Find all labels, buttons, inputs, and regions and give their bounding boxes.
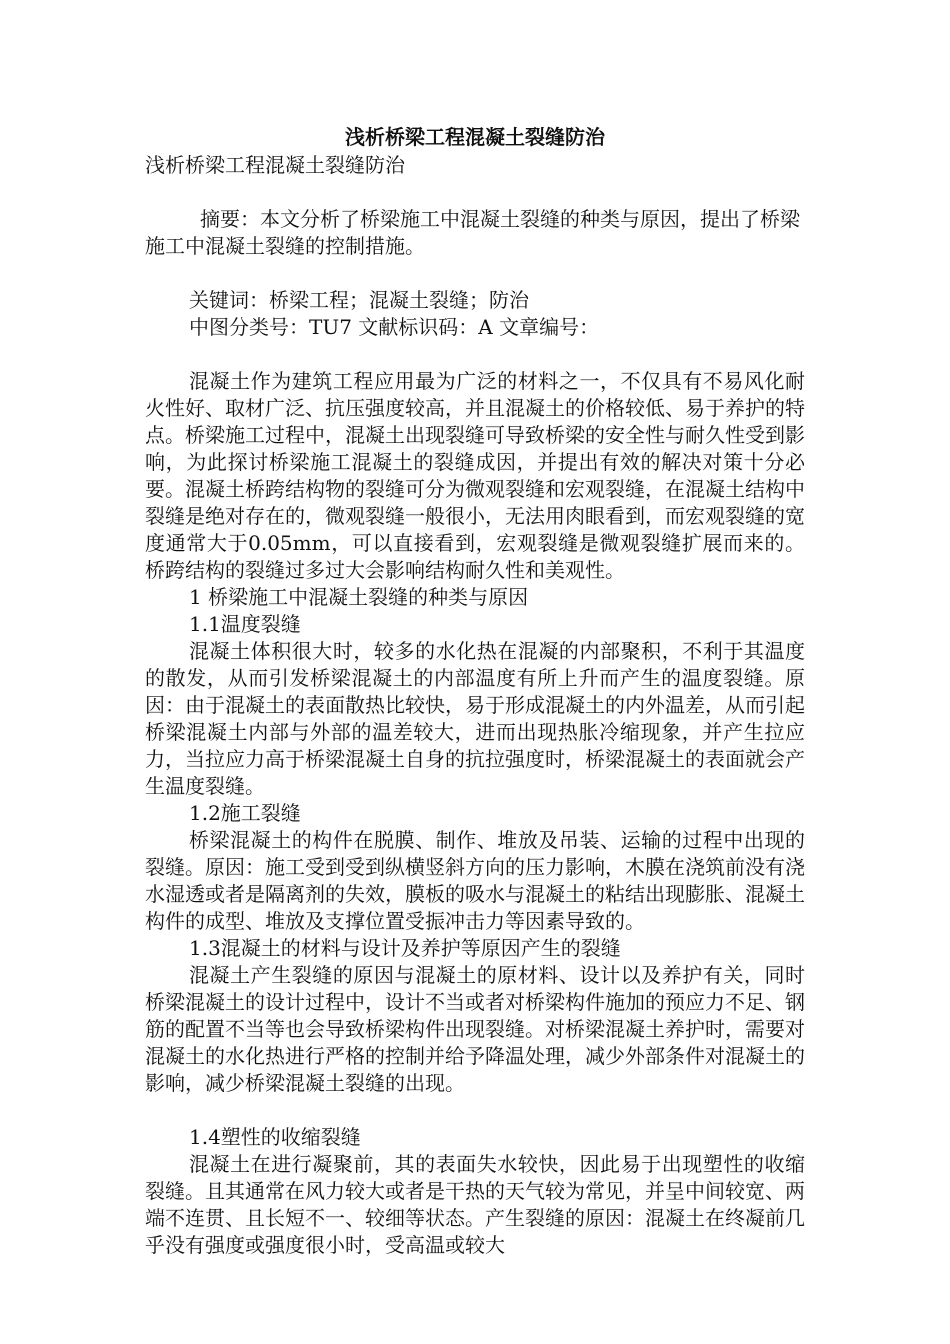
subsection-heading: 1.3混凝土的材料与设计及养护等原因产生的裂缝 — [189, 936, 621, 960]
document-page — [145, 122, 805, 1259]
classification-line: 中图分类号：TU7 文献标识码：A 文章编号： — [189, 315, 600, 339]
document-subtitle: 浅析桥梁工程混凝土裂缝防治 — [145, 153, 405, 177]
section-heading: 1 桥梁施工中混凝土裂缝的种类与原因 — [189, 585, 529, 609]
spacer — [145, 260, 805, 287]
spacer — [145, 341, 805, 368]
body-paragraph: 混凝土产生裂缝的原因与混凝土的原材料、设计以及养护有关，同时桥梁混凝土的设计过程中，设计不当或者对桥梁构件施加的预应力不足、钢筋的配置不当等也会导致桥梁构件出现裂缝。对桥梁混凝土养护时，需要对混凝土的水化热进行严格的控制并给予降温处理，减少外部条件对混凝土的影响，减少桥梁混凝土裂缝的出现。 — [145, 963, 805, 1095]
body-paragraph: 桥梁混凝土的构件在脱膜、制作、堆放及吊装、运输的过程中出现的裂缝。原因：施工受到受到纵横竖斜方向的压力影响，木膜在浇筑前没有浇水湿透或者是隔离剂的失效，膜板的吸水与混凝土的粘结出现膨胀、混凝土构件的成型、堆放及支撑位置受振冲击力等因素导致的。 — [145, 828, 805, 933]
abstract-paragraph: 摘要：本文分析了桥梁施工中混凝土裂缝的种类与原因，提出了桥梁施工中混凝土裂缝的控制措施。 — [145, 207, 800, 258]
keywords-line: 关键词：桥梁工程；混凝土裂缝；防治 — [189, 288, 529, 312]
subsection-heading: 1.1温度裂缝 — [189, 612, 301, 636]
subsection-heading: 1.4塑性的收缩裂缝 — [189, 1125, 361, 1149]
subsection-heading: 1.2施工裂缝 — [189, 801, 301, 825]
spacer — [145, 179, 805, 206]
document-title: 浅析桥梁工程混凝土裂缝防治 — [345, 125, 605, 149]
body-paragraph: 混凝土在进行凝聚前，其的表面失水较快，因此易于出现塑性的收缩裂缝。且其通常在风力较大或者是干热的天气较为常见，并呈中间较宽、两端不连贯、且长短不一、较细等状态。产生裂缝的原因：混凝土在终凝前几乎没有强度或强度很小时，受高温或较大 — [145, 1152, 805, 1257]
spacer — [145, 1097, 805, 1124]
body-paragraph: 混凝土体积很大时，较多的水化热在混凝的内部聚积，不利于其温度的散发，从而引发桥梁混凝土的内部温度有所上升而产生的温度裂缝。原因：由于混凝土的表面散热比较快，易于形成混凝土的内外温差，从而引起桥梁混凝土内部与外部的温差较大，进而出现热胀冷缩现象，并产生拉应力，当拉应力高于桥梁混凝土自身的抗拉强度时，桥梁混凝土的表面就会产生温度裂缝。 — [145, 639, 805, 798]
intro-paragraph: 混凝土作为建筑工程应用最为广泛的材料之一，不仅具有不易风化耐火性好、取材广泛、抗压强度较高，并且混凝土的价格较低、易于养护的特点。桥梁施工过程中，混凝土出现裂缝可导致桥梁的安全性与耐久性受到影响，为此探讨桥梁施工混凝土的裂缝成因，并提出有效的解决对策十分必要。混凝土桥跨结构物的裂缝可分为微观裂缝和宏观裂缝，在混凝土结构中裂缝是绝对存在的，微观裂缝一般很小，无法用肉眼看到，而宏观裂缝的宽度通常大于0.05mm，可以直接看到，宏观裂缝是微观裂缝扩展而来的。桥跨结构的裂缝过多过大会影响结构耐久性和美观性。 — [145, 369, 805, 582]
